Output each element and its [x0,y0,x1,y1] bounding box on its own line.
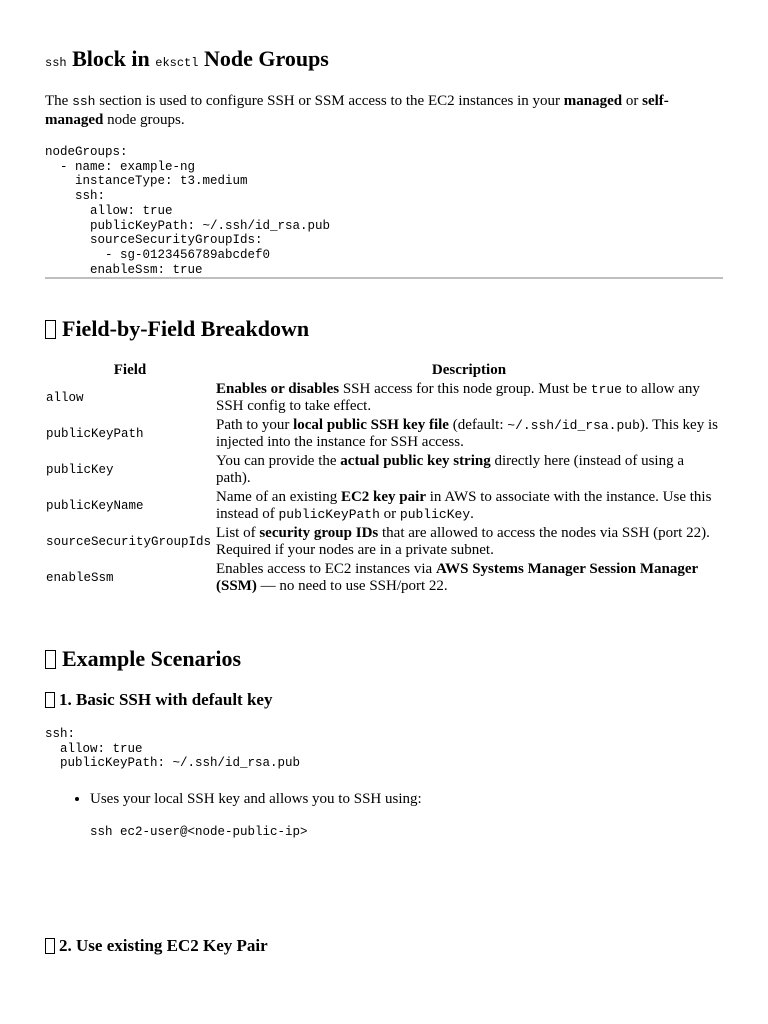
inline-code: true [590,382,622,397]
section-heading-text: Field-by-Field Breakdown [62,316,310,341]
field-table [45,360,723,596]
field-description-cell [215,560,723,596]
field-name-cell: publicKeyPath [46,426,144,441]
inline-code: ~/.ssh/id_rsa.pub [507,418,640,433]
field-name-cell: allow [46,390,84,405]
text: Name of an existing [216,489,341,505]
field-name-cell: publicKeyName [46,498,144,513]
intro-text: or [622,93,643,109]
column-header-description: Description [431,361,507,378]
page-title [45,46,329,72]
code-block-ssh-command: ssh ec2-user@<node-public-ip> [90,825,308,839]
text: to allow any SSH config to take effect. [216,381,700,414]
bold-text: local public SSH key file [293,417,449,433]
table-header-row [45,360,723,380]
field-description-cell [215,416,723,452]
title-text-block-in: Block in [66,46,156,71]
table-row [45,560,723,596]
example2-heading [45,936,268,956]
section-heading-examples [45,646,241,672]
table-row [45,488,723,524]
table-row [45,452,723,488]
title-text-node-groups: Node Groups [198,46,329,71]
inline-code: publicKeyPath [278,507,380,522]
field-name-cell: enableSsm [46,570,114,585]
text: directly here (instead of using a path). [216,453,684,486]
example1-heading [45,690,272,710]
example1-heading-text: 1. Basic SSH with default key [59,690,273,709]
example1-bullet-list [45,790,723,808]
section-heading-breakdown [45,316,309,342]
table-row [45,524,723,560]
code-block-example1: ssh: allow: true publicKeyPath: ~/.ssh/id_rsa.pub [45,727,301,771]
intro-code: ssh [72,94,96,109]
field-description-cell [215,380,723,416]
text: Enables access to EC2 instances via [216,561,436,577]
text: that are allowed to access the nodes via SSH (port 22). Required if your nodes are in a private subnet. [216,525,710,558]
horizontal-rule [45,277,723,279]
code-block-nodegroups: nodeGroups: - name: example-ng instanceType: t3.medium ssh: allow: true publicKeyPath: ~/.ssh/id_rsa.pub sourceSecurityGroupIds: - sg-0123456789abcdef0 enableSsm: true [45,145,331,277]
text: You can provide the [216,453,341,469]
text: Path to your [216,417,294,433]
field-description-cell [215,488,723,524]
text: (default: [448,417,508,433]
field-description-cell [215,524,723,560]
field-name-cell: publicKey [46,462,114,477]
intro-text: node groups. [103,112,185,128]
title-code-ssh: ssh [45,56,67,70]
text: SSH access for this node group. Must be [339,381,591,397]
text: List of [216,525,260,541]
text: . [470,506,474,522]
inline-code: publicKey [399,507,471,522]
bold-text: actual public key string [340,453,491,469]
text: — no need to use SSH/port 22. [256,578,448,594]
column-header-field: Field [113,361,147,378]
bold-text: Enables or disables [216,381,340,397]
intro-bold-self-managed: self-managed [45,93,669,128]
text: or [379,506,400,522]
bold-text: AWS Systems Manager Session Manager (SSM) [216,561,698,594]
bold-text: EC2 key pair [340,489,426,505]
table-row [45,380,723,416]
table-row [45,416,723,452]
text: ). This key is injected into the instance for SSH access. [216,417,718,450]
field-name-cell: sourceSecurityGroupIds [46,534,212,549]
intro-bold-managed: managed [563,93,623,109]
missing-glyph-icon [45,938,55,954]
section-heading-text: Example Scenarios [62,646,242,671]
example2-heading-text: 2. Use existing EC2 Key Pair [59,936,268,955]
missing-glyph-icon [45,692,55,708]
list-item: • Uses your local SSH key and allows you to SSH using: [90,790,723,808]
missing-glyph-icon [45,650,56,669]
title-code-eksctl: eksctl [155,56,199,70]
intro-text: section is used to configure SSH or SSM access to the EC2 instances in your [95,93,564,109]
field-description-cell [215,452,723,488]
bold-text: security group IDs [259,525,379,541]
intro-paragraph [45,92,723,129]
intro-text: The [45,93,73,109]
text: in AWS to associate with the instance. Use this instead of [216,489,712,522]
missing-glyph-icon [45,320,56,339]
